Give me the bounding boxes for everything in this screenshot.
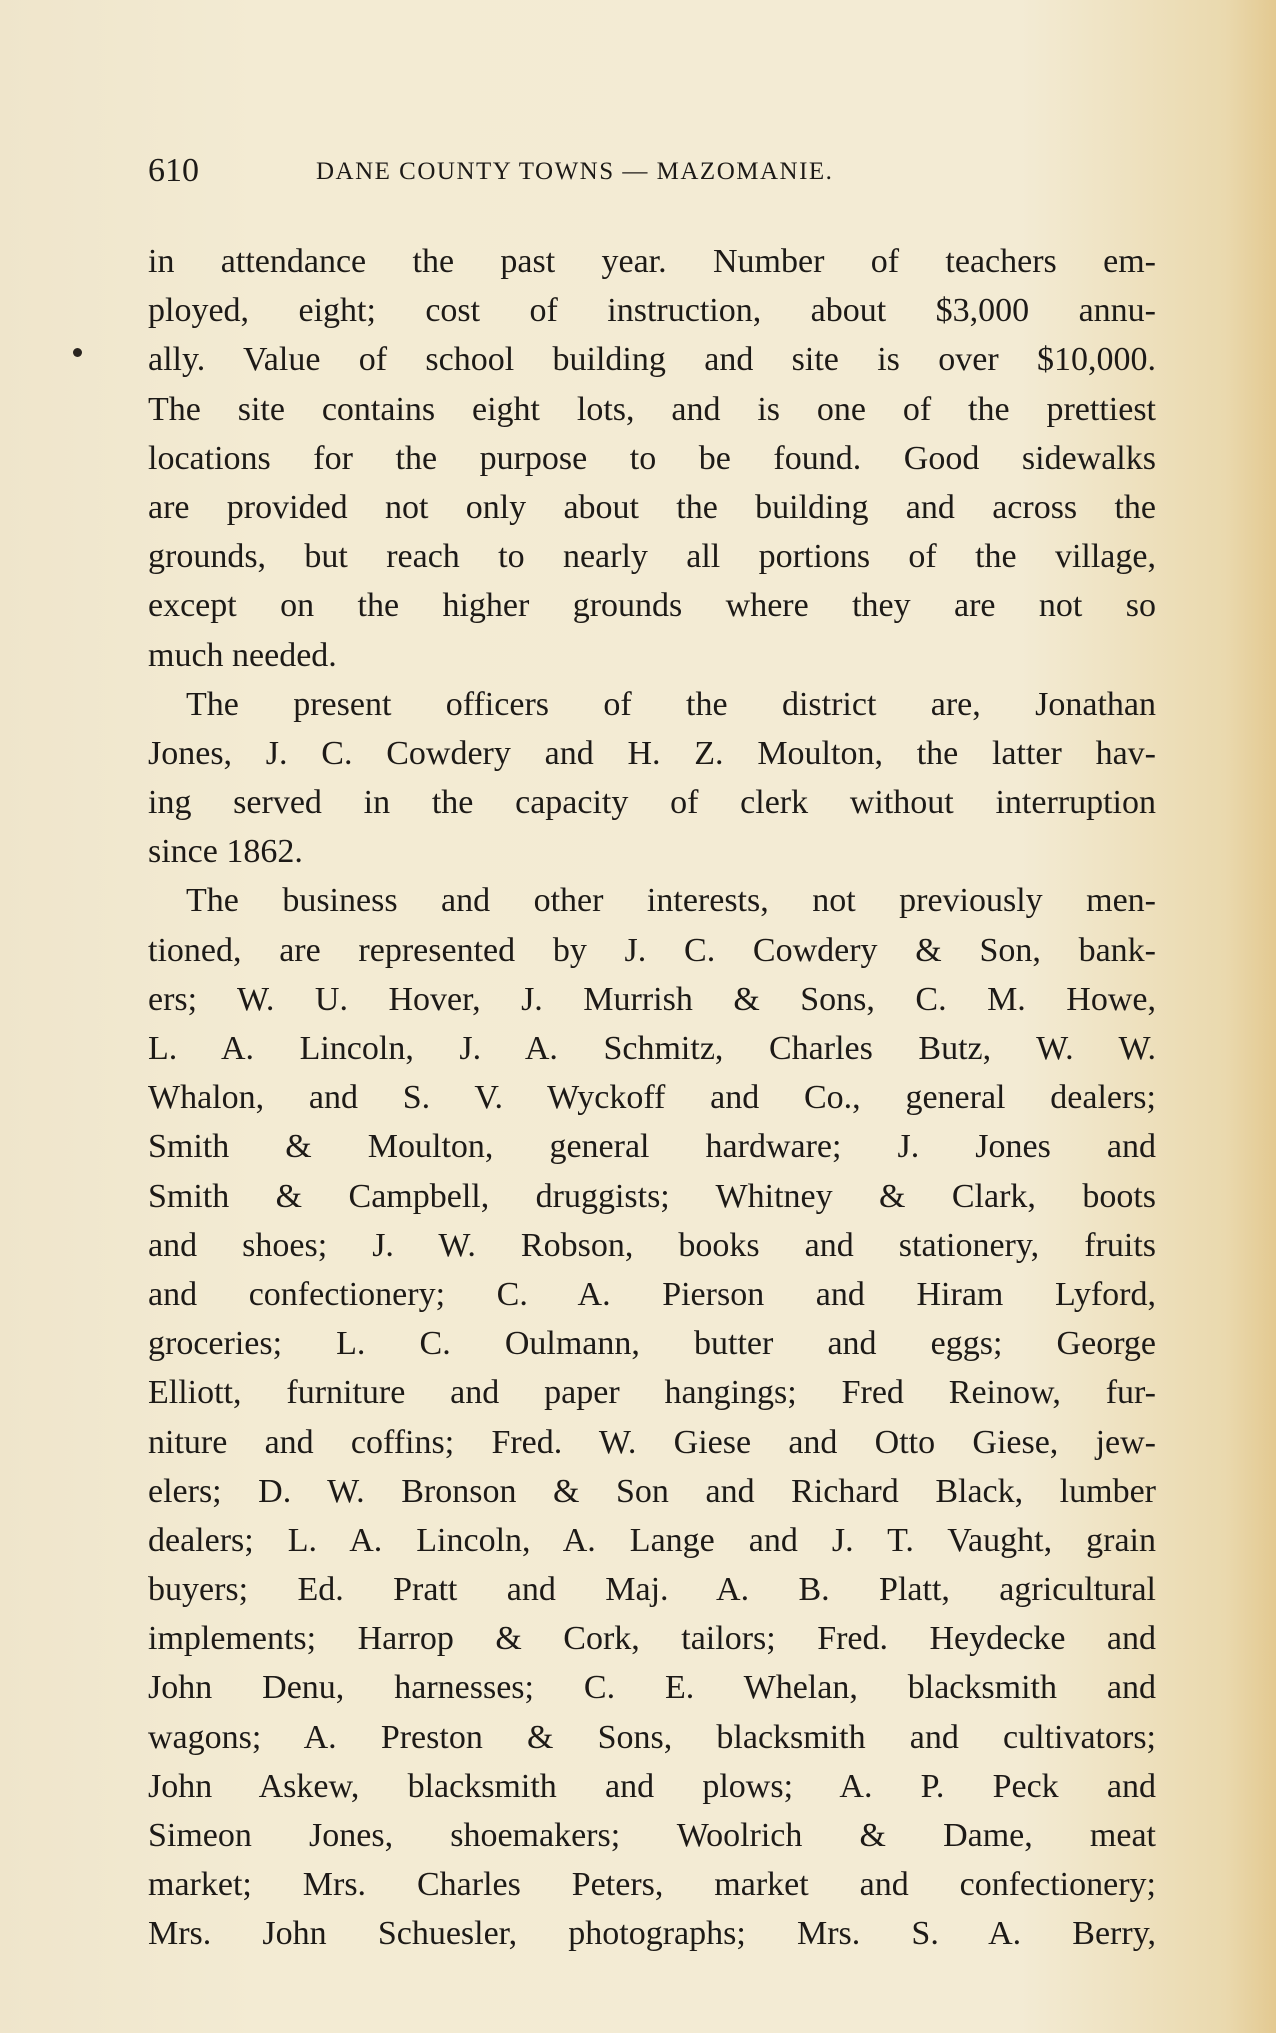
paragraph-start-line: The present officers of the district are, Jonathan [186, 685, 1156, 723]
text-line: and shoes; J. W. Robson, books and stationery, fruits [148, 1226, 1156, 1264]
text-line: ally. Value of school building and site is over $10,000. [148, 341, 1156, 379]
text-line: tioned, are represented by J. C. Cowdery & Son, bank- [148, 931, 1156, 969]
text-line: The site contains eight lots, and is one of the prettiest [148, 390, 1156, 428]
text-line: locations for the purpose to be found. Good sidewalks [148, 439, 1156, 477]
text-line: groceries; L. C. Oulmann, butter and eggs; George [148, 1325, 1156, 1363]
text-line: Simeon Jones, shoemakers; Woolrich & Dame, meat [148, 1817, 1156, 1854]
text-line: Smith & Moulton, general hardware; J. Jones and [148, 1128, 1156, 1166]
page-header [148, 148, 1156, 194]
text-line: since 1862. [148, 833, 303, 871]
running-head: DANE COUNTY TOWNS — MAZOMANIE. [316, 158, 834, 185]
text-line: niture and coffins; Fred. W. Giese and Otto Giese, jew- [148, 1423, 1156, 1461]
text-line: Jones, J. C. Cowdery and H. Z. Moulton, the latter hav- [148, 734, 1156, 772]
text-line: ing served in the capacity of clerk without interruption [148, 784, 1156, 822]
text-line: market; Mrs. Charles Peters, market and confectionery; [148, 1866, 1156, 1904]
text-line: Whalon, and S. V. Wyckoff and Co., general dealers; [148, 1079, 1156, 1117]
text-line: dealers; L. A. Lincoln, A. Lange and J. T. Vaught, grain [148, 1521, 1156, 1559]
text-line: John Denu, harnesses; C. E. Whelan, blacksmith and [148, 1669, 1156, 1707]
text-line: ployed, eight; cost of instruction, about $3,000 annu- [148, 292, 1156, 330]
text-line: Mrs. John Schuesler, photographs; Mrs. S. A. Berry, [148, 1915, 1156, 1953]
text-line: ers; W. U. Hover, J. Murrish & Sons, C. M. Howe, [148, 980, 1156, 1018]
text-line: wagons; A. Preston & Sons, blacksmith and cultivators; [148, 1718, 1156, 1756]
text-line: L. A. Lincoln, J. A. Schmitz, Charles Butz, W. W. [148, 1030, 1156, 1067]
text-line: John Askew, blacksmith and plows; A. P. Peck and [148, 1767, 1156, 1805]
margin-ink-mark [73, 348, 82, 357]
text-line: much needed. [148, 636, 337, 674]
text-line: except on the higher grounds where they are not so [148, 587, 1156, 625]
body-text [148, 237, 1156, 1959]
text-line: are provided not only about the building and across the [148, 488, 1156, 526]
text-line: and confectionery; C. A. Pierson and Hiram Lyford, [148, 1275, 1156, 1313]
text-line: Elliott, furniture and paper hangings; Fred Reinow, fur- [148, 1374, 1156, 1412]
text-line: buyers; Ed. Pratt and Maj. A. B. Platt, agricultural [148, 1571, 1156, 1609]
text-line: Smith & Campbell, druggists; Whitney & Clark, boots [148, 1177, 1156, 1215]
text-line: implements; Harrop & Cork, tailors; Fred. Heydecke and [148, 1620, 1156, 1658]
text-line: grounds, but reach to nearly all portions of the village, [148, 538, 1156, 576]
paragraph-start-line: The business and other interests, not previously men- [186, 882, 1156, 920]
page-number: 610 [148, 152, 199, 189]
text-line: elers; D. W. Bronson & Son and Richard Black, lumber [148, 1472, 1156, 1510]
text-line: in attendance the past year. Number of teachers em- [148, 243, 1156, 280]
